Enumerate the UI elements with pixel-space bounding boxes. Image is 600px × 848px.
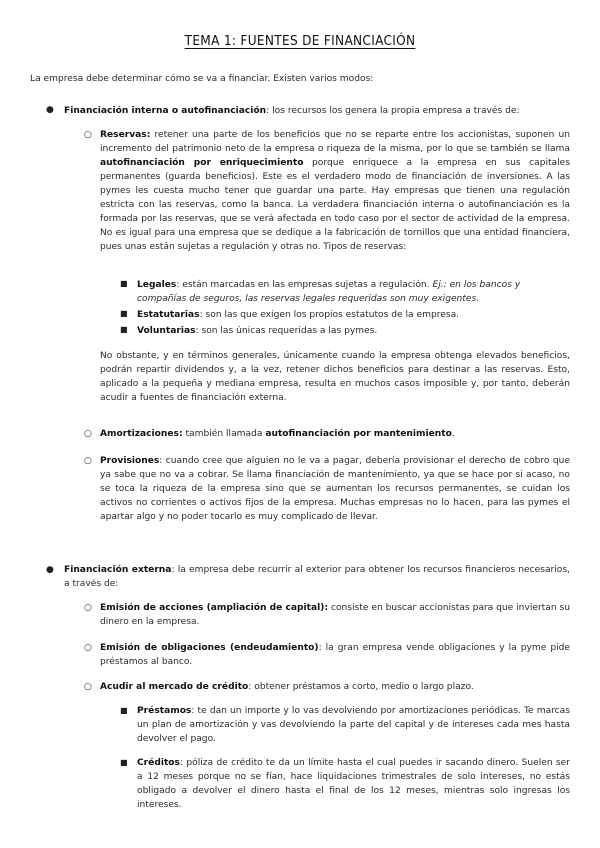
provisiones-term: Provisiones [100,456,160,466]
acciones-term: Emisión de acciones (ampliación de capital): [100,603,329,613]
credito-text: : obtener préstamos a corto, medio o largo plazo. [248,682,474,692]
amortizaciones-text: también llamada [182,429,266,439]
legales-text: : están marcadas en las empresas sujetas a regulación. [176,280,433,290]
voluntarias-term: Voluntarias [137,326,196,336]
provisiones-paragraph [100,454,570,524]
obligaciones-term: Emisión de obligaciones (endeudamiento) [100,643,319,653]
acciones-text: consiste en buscar accionistas para que inviertan su dinero en la empresa. [100,603,570,627]
externa-item [64,563,570,591]
reservas-term: Reservas: [100,130,151,140]
acciones-item [100,601,570,629]
reservas-bold: autofinanciación por enriquecimiento [100,158,304,168]
creditos-text: : póliza de crédito te da un límite hasta el cual puedes ir sacando dinero. Suelen ser a 12 meses porque no se fían, hace liquidaciones trimestrales de solo intereses, no estás obligado a devolver el dinero hasta el final de los 12 meses, mientras solo ingresas los intereses. [137,758,570,810]
amortizaciones-bold: autofinanciación por mantenimiento [265,429,452,439]
interna-text: : los recursos los genera la propia empresa a través de: [266,106,520,116]
square-bullet-icon: ■ [120,758,128,767]
circle-bullet-icon: ○ [84,130,92,140]
prestamos-term: Préstamos [137,706,192,716]
square-bullet-icon: ■ [120,279,128,288]
legales-term: Legales [137,280,177,290]
creditos-item [137,756,570,812]
reserva-tipo-voluntarias [137,324,570,338]
reservas-text2: porque enriquece a la empresa en sus capitales permanentes (guarda beneficios). Este es el verdadero modo de financiación de inversiones. A las pymes les cuesta mucho tener que guardar una parte. Hay empresas que tienen una regulación estricta con las reservas, como la banca. La verdadera financiación interna o autofinanciación es la formada por las reservas, que se verá afectada en todo caso por el sector de actividad de la empresa. No es igual para una empresa que se dedique a la fabricación de tornillos que una entidad financiera, pues unas están sujetas a regulación y otras no. Tipos de reservas: [100,158,570,252]
bullet-icon: ● [46,565,54,575]
estatutarias-term: Estatutarias [137,310,200,320]
reservas-after-paragraph: No obstante, y en términos generales, únicamente cuando la empresa obtenga elevados beneficios, podrán repartir dividendos y, a la vez, retener dichos beneficios para destinar a las reservas. Esto, aplicado a la pequeña y mediana empresa, resulta en muchos casos imposible y, por tanto, deberán acudir a fuentes de financiación externa. [100,351,570,403]
reservas-text1: retener una parte de los beneficios que no se reparte entre los accionistas, suponen un incremento del patrimonio neto de la empresa o riqueza de la misma, por lo que se también se llama [100,130,570,154]
circle-bullet-icon: ○ [84,456,92,466]
externa-text: : la empresa debe recurrir al exterior para obtener los recursos financieros necesarios, a través de: [64,565,571,589]
reserva-tipo-estatutarias [137,308,570,322]
legales-example: Ej.: en los bancos y compañías de seguros, las reservas legales requeridas son muy exigentes. [137,280,521,304]
circle-bullet-icon: ○ [84,682,92,692]
circle-bullet-icon: ○ [84,429,92,439]
interna-term: Financiación interna o autofinanciación [64,106,267,116]
credito-item [100,680,570,694]
square-bullet-icon: ■ [120,706,128,715]
obligaciones-text: : la gran empresa vende obligaciones y la pyme pide préstamos al banco. [100,643,570,667]
amortizaciones-item [100,427,570,441]
reserva-tipo-legales [137,278,570,306]
amortizaciones-term: Amortizaciones: [100,429,183,439]
voluntarias-text: : son las únicas requeridas a las pymes. [195,326,378,336]
intro-paragraph: La empresa debe determinar cómo se va a financiar. Existen varios modos: [30,74,374,84]
square-bullet-icon: ■ [120,309,128,318]
circle-bullet-icon: ○ [84,603,92,613]
prestamos-item [137,704,570,746]
credito-term: Acudir al mercado de crédito [100,682,249,692]
amortizaciones-end: . [451,429,455,439]
estatutarias-text: : son las que exigen los propios estatutos de la empresa. [199,310,460,320]
reservas-paragraph [100,128,570,254]
page-title: TEMA 1: FUENTES DE FINANCIACIÓN [184,33,416,49]
bullet-icon: ● [46,105,54,115]
interna-item [64,104,574,118]
creditos-term: Créditos [137,758,180,768]
prestamos-text: : te dan un importe y lo vas devolviendo por amortizaciones periódicas. Te marcas un plan de amortización y vas devolviendo la parte del capital y de intereses cada mes hasta devolver el pago. [137,706,570,744]
obligaciones-item [100,641,570,669]
externa-term: Financiación externa [64,565,172,575]
circle-bullet-icon: ○ [84,643,92,653]
provisiones-text: : cuando cree que alguien no le va a pagar, debería provisionar el derecho de cobro que ya sabe que no va a cobrar. Se llama financiación de mantenimiento, ya que se hace por si acaso, no se toca la riqueza de la empresa sino que se aumentan los recursos permanentes, se cuidan los activos no corrientes o activos fijos de la empresa. Muchas empresas no lo hacen, para las pymes el apartar algo y no poder tocarlo es muy complicado de llevar. [100,456,570,522]
square-bullet-icon: ■ [120,325,128,334]
